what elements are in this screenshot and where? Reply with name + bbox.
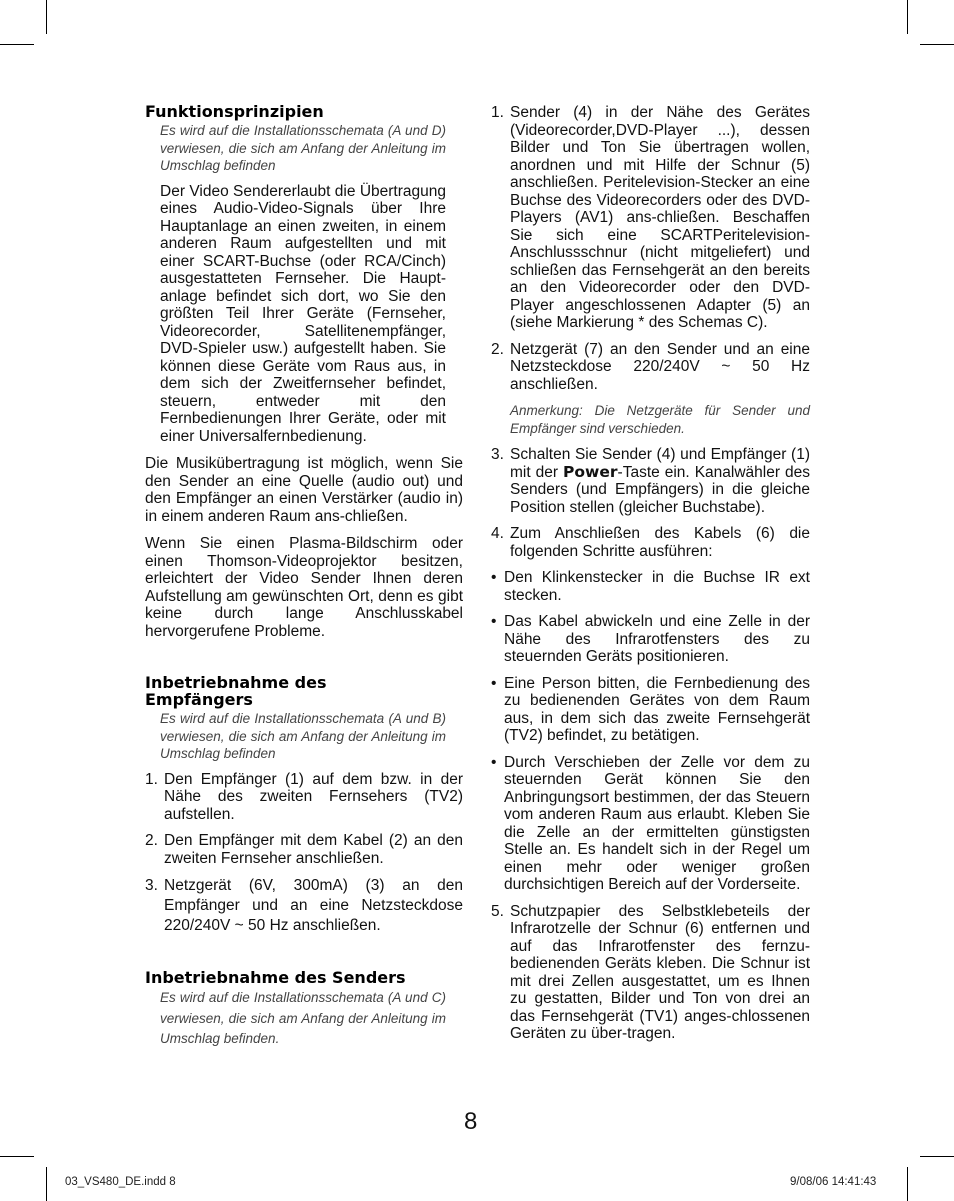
right-column [491,104,810,1052]
list-item [145,771,463,824]
page-number: 8 [464,1108,478,1135]
power-key-label: Power [563,462,618,481]
list-text: Netzgerät (7) an den Sender und an eine Netzsteckdose 220/240V ~ 50 Hz anschließen. [510,340,810,393]
list-text: -Taste ein. Kanalwähler des Senders (und Empfängers) in die gleiche Position stellen (gleicher Buchstabe). [510,463,810,516]
bullet-item [491,754,810,894]
list-item [491,525,810,560]
heading-sender: Inbetriebnahme des Senders [145,968,406,987]
list-number: 1. [145,770,158,788]
list-number: 5. [491,902,504,920]
crop-mark-top-right-vertical [907,0,908,34]
crop-mark-top-left-vertical [46,0,47,34]
list-text: Zum Anschließen des Kabels (6) die folgenden Schritte ausführen: [510,525,810,560]
list-item [145,876,463,936]
bullet-text: Eine Person bitten, die Fernbedienung des zu bedienenden Gerätes von dem Raum aus, in dem sich das zweite Fernsehgerät (TV2) befindet, zu betätigen. [504,674,810,744]
heading-empfaenger: Inbetriebnahme des Empfängers [145,673,327,709]
bullet-text: Durch Verschieben der Zelle vor dem zu steuernden Gerät können Sie den Anbringungsort bestimmen, der das Steuern vom anderen Raum aus erlaubt. Kleben Sie die Zelle an der ermittelten günstigsten Stelle an. Es handelt sich in der Regel um einen mehr oder weniger großen durchsichtigen Bereich auf der Vorderseite. [504,753,810,893]
bullet-dot: • [491,569,497,586]
note-netzgeraete: Anmerkung: Die Netzgeräte für Sender und Empfänger sind verschieden. [510,403,810,436]
note-schemata-a-d: Es wird auf die Installationsschemata (A und D) verwiesen, die sich am Anfang der Anleitung im Umschlag befinden [160,123,446,173]
footer-filename: 03_VS480_DE.indd 8 [65,1176,176,1188]
bullet-dot: • [491,674,497,692]
bullet-dot: • [491,613,497,630]
paragraph-plasma: Wenn Sie einen Plasma-Bildschirm oder einen Thomson-Videoprojektor besitzen, erleichtert der Video Sender Ihnen deren Aufstellung am gewünschten Ort, denn es gibt keine durch lange Anschlusskabel hervorgerufene Probleme. [145,535,463,640]
list-number: 3. [491,446,504,463]
list-text: Sender (4) in der Nähe des Gerätes (Videorecorder,DVD-Player ...), dessen Bilder und Ton Sie übertragen wollen, anordnen und mit Hilfe der Schnur (5) anschließen. Peritelevision-Stecker an eine Buchse des Videorecorders oder des DVD-Players (AV1) ans-chließen. Beschaffen Sie sich eine SCARTPeritelevision- Anschlussschnur (nicht mitgeliefert) und schließen das Fernsehgerät an den bereits an den Videorecorder oder den DVD-Player angeschlossenen Adapter (5) an (siehe Markierung * des Schemas C). [510,104,810,331]
crop-mark-top-right-horizontal [920,44,954,45]
list-item [491,341,810,394]
list-number: 4. [491,525,504,542]
heading-funktionsprinzipien: Funktionsprinzipien [145,102,324,121]
crop-mark-bottom-right-vertical [907,1167,908,1201]
list-number: 3. [145,877,158,894]
list-text: Den Empfänger (1) auf dem bzw. in der Nähe des zweiten Fernsehers (TV2) aufstellen. [164,770,463,823]
footer-timestamp: 9/08/06 14:41:43 [790,1176,877,1188]
list-text: Netzgerät (6V, 300mA) (3) an den Empfänger und an eine Netzsteckdose 220/240V ~ 50 Hz anschließen. [164,877,463,934]
left-column [145,103,463,1058]
crop-mark-bottom-right-horizontal [920,1156,954,1157]
crop-mark-bottom-left-vertical [46,1167,47,1201]
list-text: Schutzpapier des Selbstklebeteils der Infrarotzelle der Schnur (6) entfernen und auf das Infrarotfenster des fernzu-bedienenden Geräts kleben. Die Schnur ist mit drei Zellen ausgestattet, um es Ihnen zu gestatten, Bilder und Ton von drei an das Fernsehgerät (TV1) anges-chlossenen Geräten zu über-tragen. [510,902,810,1042]
list-number: 2. [491,340,504,358]
bullet-text: Das Kabel abwickeln und eine Zelle in der Nähe des Infrarotfensters des zu steuernden Geräts positionieren. [504,613,810,665]
crop-mark-top-left-horizontal [0,44,34,45]
list-number: 2. [145,832,158,849]
list-item [491,446,810,516]
list-text: Schalten Sie Sender (4) und Empfänger (1) mit der [510,446,810,481]
note-schemata-a-c: Es wird auf die Installationsschemata (A und C) verwiesen, die sich am Anfang der Anleitung im Umschlag befinden. [160,990,446,1046]
bullet-dot: • [491,753,497,771]
crop-mark-bottom-left-horizontal [0,1156,34,1157]
paragraph-music: Die Musikübertragung ist möglich, wenn Sie den Sender an eine Quelle (audio out) und den Empfänger an einen Verstärker (audio in) in einem anderen Raum ans-chließen. [145,455,463,525]
list-number: 1. [491,104,504,121]
note-schemata-a-b: Es wird auf die Installationsschemata (A und B) verwiesen, die sich am Anfang der Anleitung im Umschlag befinden [160,711,446,761]
paragraph-intro: Der Video Sendererlaubt die Übertragung eines Audio-Video-Signals über Ihre Hauptanlage an einen zweiten, in einem anderen Raum aufgestellten und mit einer SCART-Buchse (oder RCA/Cinch) ausgestatteten Fernseher. Die Haupt-anlage befindet sich dort, wo Sie den größten Teil Ihrer Geräte (Fernseher, Videorecorder, Satellitenempfänger, DVD-Spieler usw.) aufgestellt haben. Sie können diese Geräte vom Raus aus, in dem sich der Zweitfernseher befindet, steuern, entweder mit den Fernbedienungen Ihrer Geräte, oder mit einer Universalfernbedienung. [160,182,446,445]
bullet-item [491,569,810,604]
bullet-item [491,675,810,745]
list-item [145,832,463,867]
list-text: Den Empfänger mit dem Kabel (2) an den zweiten Fernseher anschließen. [164,832,463,867]
list-item [491,903,810,1043]
list-item [491,104,810,332]
bullet-item [491,613,810,666]
bullet-text: Den Klinkenstecker in die Buchse IR ext stecken. [504,569,810,604]
